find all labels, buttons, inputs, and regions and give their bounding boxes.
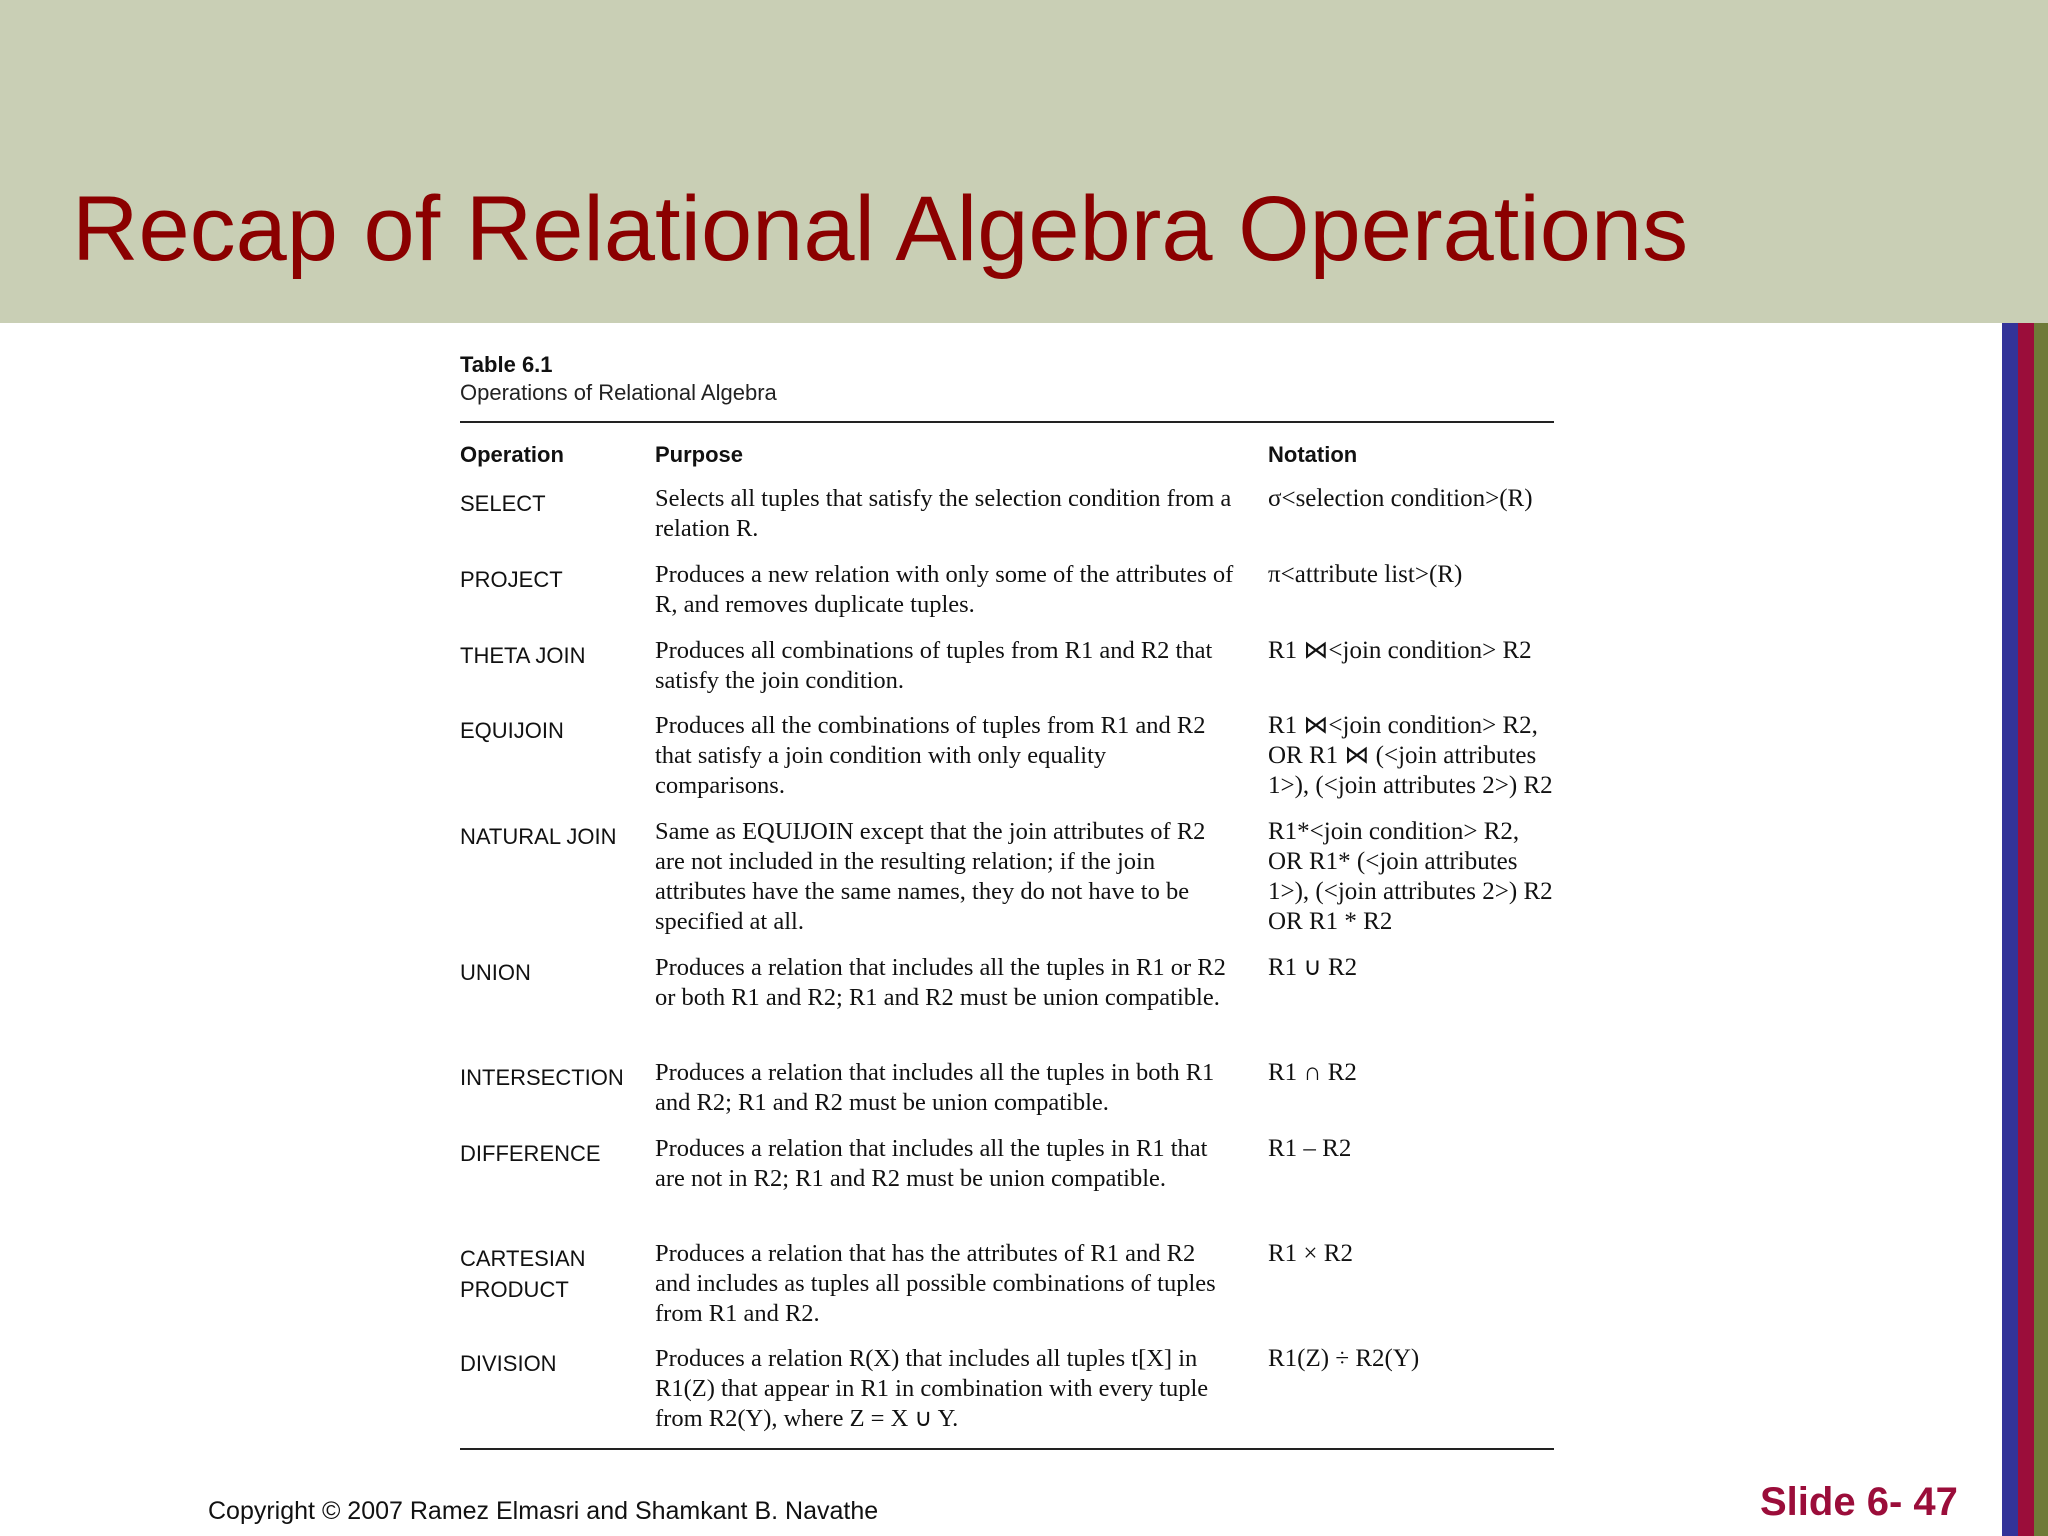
side-stripe-blue [2002,323,2018,1536]
operation-name: SELECT [460,491,546,516]
operation-name: THETA JOIN [460,643,586,668]
operation-notation: σ<selection condition>(R) [1268,485,1533,512]
operation-name: DIFFERENCE [460,1141,601,1166]
operation-name: NATURAL JOIN [460,824,617,849]
copyright-notice: Copyright © 2007 Ramez Elmasri and Shamkant B. Navathe [208,1497,879,1525]
operation-name: DIVISION [460,1351,557,1376]
operation-notation: R1*<join condition> R2, OR R1* (<join attributes 1>), (<join attributes 2>) R2 OR R1 * R2 [1268,818,1553,935]
operation-name: CARTESIAN PRODUCT [460,1246,586,1302]
operation-notation: R1(Z) ÷ R2(Y) [1268,1345,1420,1372]
operation-notation: R1 ⋈<join condition> R2, OR R1 ⋈ (<join attributes 1>), (<join attributes 2>) R2 [1268,712,1553,799]
table-top-rule [460,421,1554,423]
operation-name: INTERSECTION [460,1065,624,1090]
slide-title: Recap of Relational Algebra Operations [72,178,1689,280]
column-header-purpose: Purpose [655,442,744,467]
table-caption: Operations of Relational Algebra [460,380,777,405]
operation-notation: R1 × R2 [1268,1240,1353,1267]
operation-purpose: Produces a relation R(X) that includes all tuples t[X] in R1(Z) that appear in R1 in combination with every tuple from R2(Y), where Z = X ∪ Y. [655,1345,1209,1432]
operation-purpose: Produces a new relation with only some of the attributes of R, and removes duplicate tuples. [655,561,1234,618]
table-bottom-rule [460,1448,1554,1450]
operation-notation: R1 ∪ R2 [1268,954,1358,981]
operation-name: PROJECT [460,567,563,592]
operation-purpose: Produces a relation that has the attributes of R1 and R2 and includes as tuples all possible combinations of tuples from R1 and R2. [655,1240,1216,1327]
operation-notation: R1 – R2 [1268,1135,1352,1162]
operation-notation: R1 ⋈<join condition> R2 [1268,637,1532,664]
operation-purpose: Produces a relation that includes all the tuples in R1 or R2 or both R1 and R2; R1 and R2 must be union compatible. [655,954,1226,1011]
column-header-operation: Operation [460,442,564,467]
operation-name: UNION [460,960,531,985]
operation-purpose: Produces all combinations of tuples from R1 and R2 that satisfy the join condition. [655,637,1213,694]
operation-purpose: Produces a relation that includes all the tuples in R1 that are not in R2; R1 and R2 must be union compatible. [655,1135,1208,1192]
table-number: Table 6.1 [460,352,553,377]
operation-notation: π<attribute list>(R) [1268,561,1463,588]
column-header-notation: Notation [1268,442,1358,467]
operation-name: EQUIJOIN [460,718,564,743]
side-stripe-olive [2034,323,2048,1536]
operation-notation: R1 ∩ R2 [1268,1059,1357,1086]
operation-purpose: Selects all tuples that satisfy the selection condition from a relation R. [655,485,1232,542]
operation-purpose: Produces a relation that includes all the tuples in both R1 and R2; R1 and R2 must be union compatible. [655,1059,1215,1116]
operation-purpose: Produces all the combinations of tuples from R1 and R2 that satisfy a join condition with only equality comparisons. [655,712,1206,799]
operation-purpose: Same as EQUIJOIN except that the join attributes of R2 are not included in the resulting relation; if the join attributes have the same names, they do not have to be specified at all. [655,818,1206,935]
slide-number: Slide 6- 47 [1760,1480,1958,1524]
side-stripe-red [2018,323,2034,1536]
